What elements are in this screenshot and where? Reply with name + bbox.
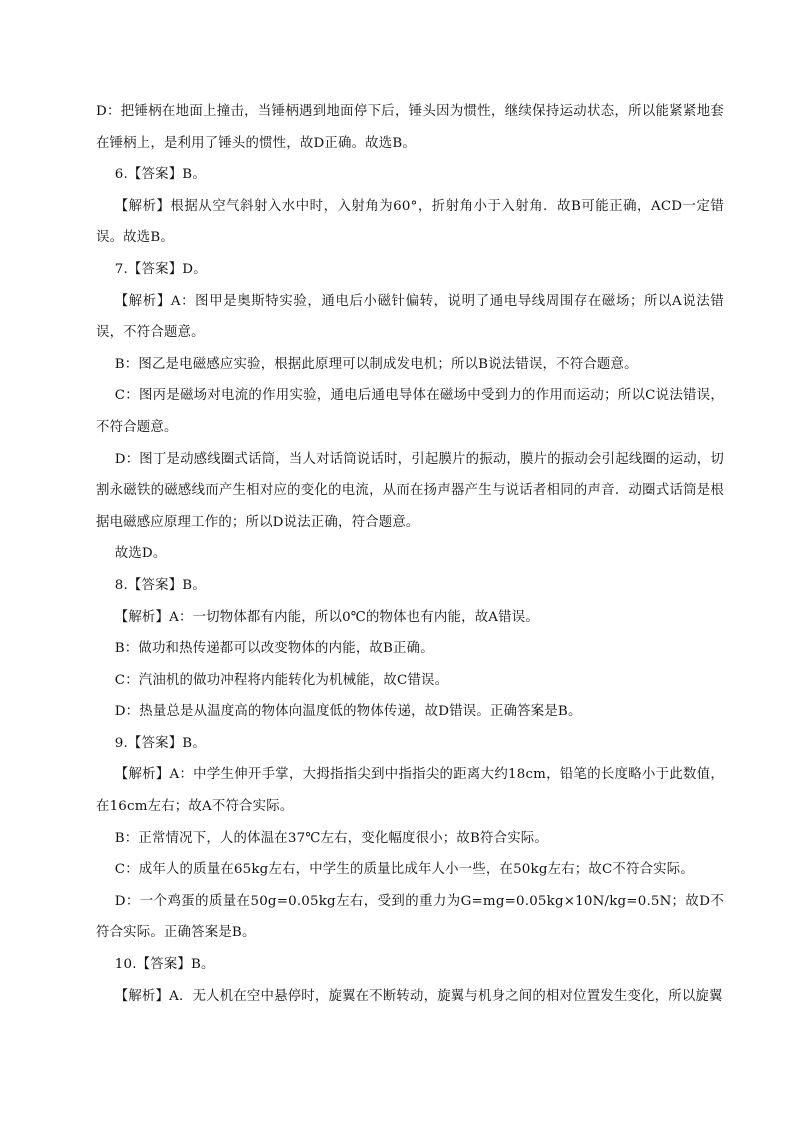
explanation-8-a: 【解析】A：一切物体都有内能，所以0℃的物体也有内能，故A错误。 <box>114 609 539 625</box>
answer-9: 9.【答案】B。 <box>114 735 206 751</box>
explanation-10-a: 【解析】A．无人机在空中悬停时，旋翼在不断转动，旋翼与机身之间的相对位置发生变化，所以旋翼 <box>114 988 723 1004</box>
answer-10: 10.【答案】B。 <box>114 957 215 973</box>
conclusion-7: 故选D。 <box>114 546 167 562</box>
explanation-9-c: C：成年人的质量在65kg左右，中学生的质量比成年人小一些，在50kg左右；故C不符合实际。 <box>114 862 694 878</box>
explanation-8-c: C：汽油机的做功冲程将内能转化为机械能，故C错误。 <box>114 672 449 688</box>
explanation-6: 【解析】根据从空气斜射入水中时，入射角为60°，折射角小于入射角．故B可能正确，ACD一定错误。故选B。 <box>96 198 724 246</box>
explanation-8-d: D：热量总是从温度高的物体向温度低的物体传递，故D错误。正确答案是B。 <box>114 704 582 720</box>
explanation-7-b: B：图乙是电磁感应实验，根据此原理可以制成发电机；所以B说法错误，不符合题意。 <box>114 356 638 372</box>
explanation-9-d: D：一个鸡蛋的质量在50g=0.05kg左右，受到的重力为G=mg=0.05kg×10N/kg=0.5N；故D不符合实际。正确答案是B。 <box>96 893 724 941</box>
explanation-8-b: B：做功和热传递都可以改变物体的内能，故B正确。 <box>114 641 434 657</box>
explanation-9-a: 【解析】A：中学生伸开手掌，大拇指指尖到中指指尖的距离大约18cm，铅笔的长度略小于此数值，在16cm左右；故A不符合实际。 <box>96 767 724 815</box>
answer-6: 6.【答案】B。 <box>114 167 206 183</box>
answer-8: 8.【答案】B。 <box>114 577 206 593</box>
answer-explanations <box>96 96 724 1012</box>
answer-7: 7.【答案】D。 <box>114 261 207 277</box>
explanation-7-c: C：图丙是磁场对电流的作用实验，通电后通电导体在磁场中受到力的作用而运动；所以C说法错误，不符合题意。 <box>96 388 724 435</box>
explanation-7-d: D：图丁是动感线圈式话筒，当人对话筒说话时，引起膜片的振动，膜片的振动会引起线圈的运动，切割永磁铁的磁感线而产生相对应的变化的电流，从而在扬声器产生与说话者相同的声音．动圈式话筒是根据电磁感应原理工作的；所以D说法正确，符合题意。 <box>96 451 724 530</box>
explanation-9-b: B：正常情况下，人的体温在37℃左右，变化幅度很小；故B符合实际。 <box>114 830 548 846</box>
paragraph-q5-option-d: D：把锤柄在地面上撞击，当锤柄遇到地面停下后，锤头因为惯性，继续保持运动状态，所以能紧紧地套在锤柄上，是利用了锤头的惯性，故D正确。故选B。 <box>96 104 724 151</box>
explanation-7-a: 【解析】A：图甲是奥斯特实验，通电后小磁针偏转，说明了通电导线周围存在磁场；所以A说法错误，不符合题意。 <box>96 293 724 341</box>
